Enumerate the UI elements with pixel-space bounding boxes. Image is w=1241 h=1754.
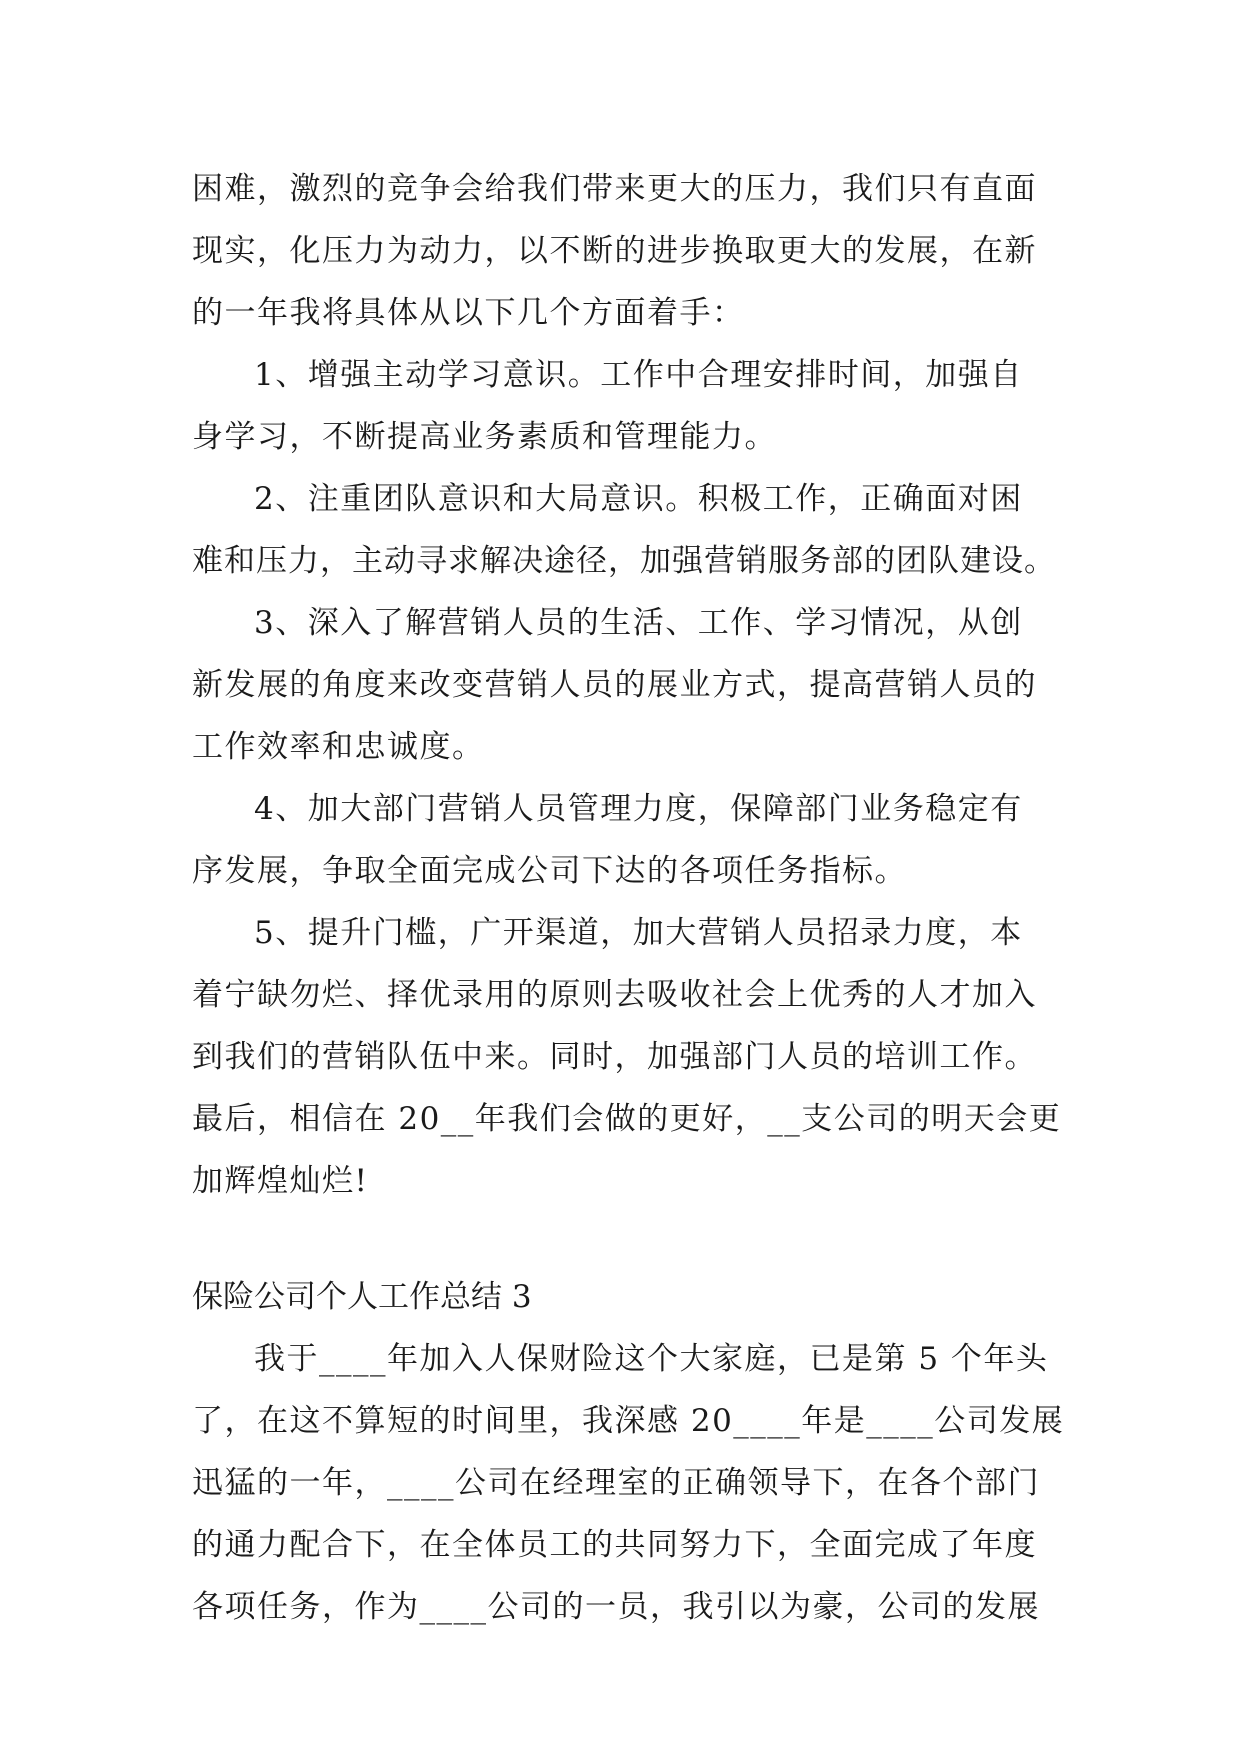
document-body [192,158,1064,1638]
text-line: 新发展的角度来改变营销人员的展业方式，提高营销人员的 [192,667,1037,703]
list-item-5 [192,902,1064,1212]
text-line: 2、注重团队意识和大局意识。积极工作，正确面对困 [254,481,1023,517]
section-heading: 保险公司个人工作总结 3 [192,1279,532,1315]
text-line: 难和压力，主动寻求解决途径，加强营销服务部的团队建设。 [192,543,1056,579]
text-line: 到我们的营销队伍中来。同时，加强部门人员的培训工作。 [192,1039,1037,1075]
text-line: 工作效率和忠诚度。 [192,729,485,765]
text-line: 最后，相信在 20__年我们会做的更好，__支公司的明天会更 [192,1101,1062,1137]
text-line: 了，在这不算短的时间里，我深感 20____年是____公司发展 [192,1403,1065,1439]
text-line: 现实，化压力为动力，以不断的进步换取更大的发展，在新 [192,233,1037,269]
list-item-4 [192,778,1064,902]
text-line: 序发展，争取全面完成公司下达的各项任务指标。 [192,853,907,889]
list-item-1 [192,344,1064,468]
text-line: 4、加大部门营销人员管理力度，保障部门业务稳定有 [254,791,1023,827]
text-line: 我于____年加入人保财险这个大家庭，已是第 5 个年头 [254,1341,1049,1377]
section-3-paragraph [192,1328,1064,1638]
text-line: 5、提升门槛，广开渠道，加大营销人员招录力度，本 [254,915,1023,951]
list-item-3 [192,592,1064,778]
text-line: 身学习，不断提高业务素质和管理能力。 [192,419,777,455]
text-line: 困难，激烈的竞争会给我们带来更大的压力，我们只有直面 [192,171,1037,207]
text-line: 着宁缺勿烂、择优录用的原则去吸收社会上优秀的人才加入 [192,977,1037,1013]
list-item-2 [192,468,1064,592]
text-line: 的一年我将具体从以下几个方面着手： [192,295,745,331]
text-line: 3、深入了解营销人员的生活、工作、学习情况，从创 [254,605,1023,641]
text-line: 1、增强主动学习意识。工作中合理安排时间，加强自 [254,357,1023,393]
text-line: 加辉煌灿烂! [192,1163,369,1199]
text-line: 的通力配合下，在全体员工的共同努力下，全面完成了年度 [192,1527,1037,1563]
text-line: 各项任务，作为____公司的一员，我引以为豪，公司的发展 [192,1589,1040,1625]
intro-paragraph [192,158,1064,344]
text-line: 迅猛的一年，____公司在经理室的正确领导下，在各个部门 [192,1465,1040,1501]
